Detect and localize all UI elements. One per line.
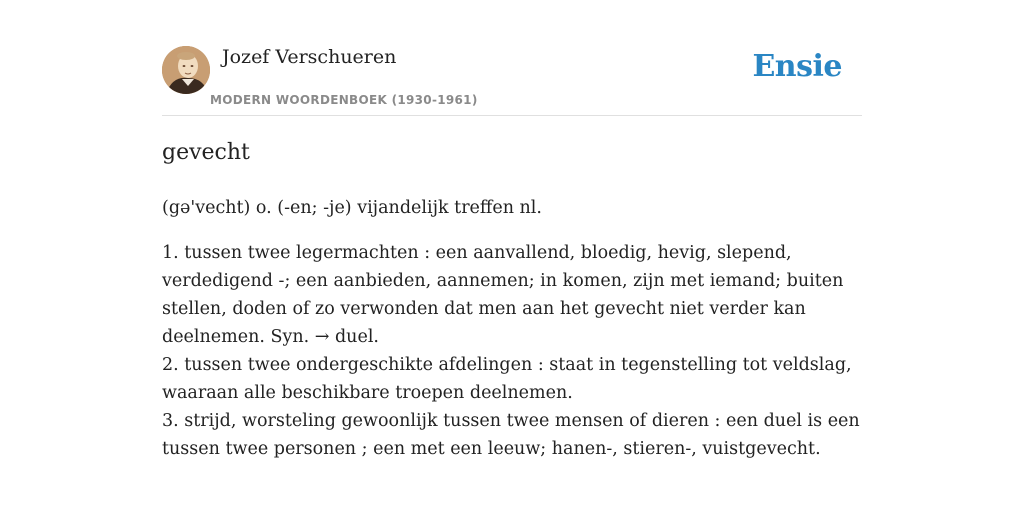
author-avatar[interactable]: [162, 46, 210, 94]
definition-line: stellen, doden of zo verwonden dat men aan het gevecht niet verder kan: [162, 299, 806, 319]
definition-line: waaraan alle beschikbare troepen deelnemen.: [162, 383, 573, 403]
definition-line: deelnemen. Syn. → duel.: [162, 327, 379, 347]
source-label: MODERN WOORDENBOEK (1930-1961): [210, 93, 478, 107]
definition-line: tussen twee personen ; een met een leeuw; hanen-, stieren-, vuistgevecht.: [162, 439, 821, 459]
definition-line: 3. strijd, worsteling gewoonlijk tussen twee mensen of dieren : een duel is een: [162, 411, 860, 431]
entry-pronunciation: (gə'vecht) o. (-en; -je) vijandelijk treffen nl.: [162, 198, 542, 218]
entry-card: [162, 0, 862, 512]
definition-line: 1. tussen twee legermachten : een aanvallend, bloedig, hevig, slepend,: [162, 243, 792, 263]
definition-line: verdedigend -; een aanbieden, aannemen; in komen, zijn met iemand; buiten: [162, 271, 844, 291]
entry-definitions: [162, 239, 862, 463]
portrait-image: [162, 46, 210, 94]
brand-logo[interactable]: Ensie: [752, 49, 842, 84]
definition-line: 2. tussen twee ondergeschikte afdelingen : staat in tegenstelling tot veldslag,: [162, 355, 852, 375]
author-name[interactable]: Jozef Verschueren: [222, 46, 397, 68]
entry-title: gevecht: [162, 140, 250, 165]
header-divider: [162, 115, 862, 116]
